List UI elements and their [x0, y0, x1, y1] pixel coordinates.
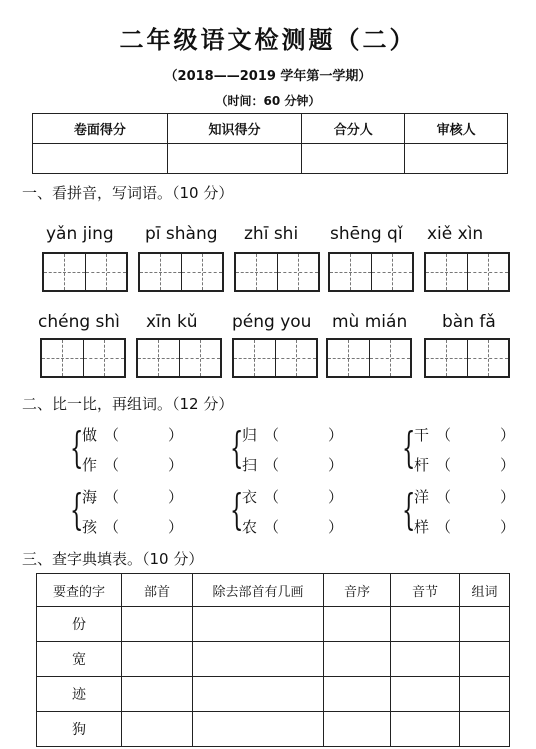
writing-grid[interactable]	[136, 338, 222, 378]
compare-pair	[402, 482, 532, 544]
answer-cell[interactable]	[391, 712, 460, 747]
open-paren[interactable]: （	[436, 426, 452, 444]
answer-cell[interactable]	[122, 642, 193, 677]
close-paren: ）	[500, 518, 516, 536]
pinyin-label: bàn fǎ	[442, 312, 496, 332]
close-paren: ）	[500, 426, 516, 444]
char: 作	[82, 456, 98, 474]
score-header: 合分人	[302, 114, 405, 144]
brace: {	[70, 423, 84, 472]
score-cell[interactable]	[302, 144, 405, 174]
open-paren[interactable]: （	[436, 456, 452, 474]
writing-grid[interactable]	[234, 252, 320, 292]
pinyin-label: péng you	[232, 312, 312, 332]
pinyin-label: shēng qǐ	[330, 224, 403, 244]
answer-cell[interactable]	[391, 642, 460, 677]
close-paren: ）	[328, 426, 344, 444]
close-paren: ）	[168, 456, 184, 474]
brace: {	[230, 423, 244, 472]
answer-cell[interactable]	[460, 607, 510, 642]
dictionary-table	[36, 573, 510, 747]
table-row	[37, 677, 510, 712]
table-row	[37, 712, 510, 747]
char: 扫	[242, 456, 258, 474]
pinyin-label: yǎn jing	[46, 224, 114, 244]
dict-header: 音节	[391, 574, 460, 607]
close-paren: ）	[168, 488, 184, 506]
score-cell[interactable]	[167, 144, 302, 174]
table-row	[37, 642, 510, 677]
open-paren[interactable]: （	[264, 426, 280, 444]
section3-heading: 三、查字典填表。（10 分）	[22, 550, 204, 568]
open-paren[interactable]: （	[264, 488, 280, 506]
writing-grid[interactable]	[424, 338, 510, 378]
dict-header: 部首	[122, 574, 193, 607]
answer-cell[interactable]	[324, 642, 391, 677]
pinyin-label: mù mián	[332, 312, 408, 332]
open-paren[interactable]: （	[104, 488, 120, 506]
pinyin-label: xīn kǔ	[146, 312, 198, 332]
pinyin-label: zhī shi	[244, 224, 299, 244]
open-paren[interactable]: （	[104, 456, 120, 474]
char: 衣	[242, 488, 258, 506]
answer-cell[interactable]	[460, 677, 510, 712]
dict-header: 组词	[460, 574, 510, 607]
brace: {	[70, 485, 84, 534]
score-table	[32, 113, 508, 174]
pinyin-label: pī shàng	[145, 224, 218, 244]
lookup-char: 狗	[37, 712, 122, 747]
answer-cell[interactable]	[193, 607, 324, 642]
open-paren[interactable]: （	[436, 518, 452, 536]
score-header: 审核人	[405, 114, 508, 144]
answer-cell[interactable]	[324, 607, 391, 642]
open-paren[interactable]: （	[104, 518, 120, 536]
pinyin-label: xiě xìn	[427, 224, 484, 244]
score-header: 卷面得分	[33, 114, 168, 144]
close-paren: ）	[168, 518, 184, 536]
open-paren[interactable]: （	[436, 488, 452, 506]
answer-cell[interactable]	[122, 712, 193, 747]
score-header: 知识得分	[167, 114, 302, 144]
char: 孩	[82, 518, 98, 536]
writing-grid[interactable]	[326, 338, 412, 378]
char: 海	[82, 488, 98, 506]
section2-heading: 二、比一比，再组词。（12 分）	[22, 395, 234, 413]
lookup-char: 宽	[37, 642, 122, 677]
writing-grid[interactable]	[424, 252, 510, 292]
score-cell[interactable]	[33, 144, 168, 174]
compare-pair	[70, 482, 200, 544]
answer-cell[interactable]	[122, 677, 193, 712]
school-year: （2018——2019 学年第一学期）	[164, 69, 372, 84]
close-paren: ）	[328, 456, 344, 474]
char: 杆	[414, 456, 430, 474]
open-paren[interactable]: （	[264, 456, 280, 474]
answer-cell[interactable]	[460, 642, 510, 677]
close-paren: ）	[500, 488, 516, 506]
char: 做	[82, 426, 98, 444]
dict-header: 除去部首有几画	[193, 574, 324, 607]
brace: {	[402, 423, 416, 472]
compare-pair	[402, 420, 532, 482]
dict-header: 音序	[324, 574, 391, 607]
close-paren: ）	[328, 518, 344, 536]
close-paren: ）	[168, 426, 184, 444]
dict-header: 要查的字	[37, 574, 122, 607]
char: 样	[414, 518, 430, 536]
exam-title: 二年级语文检测题（二）	[119, 25, 417, 54]
answer-cell[interactable]	[122, 607, 193, 642]
answer-cell[interactable]	[391, 677, 460, 712]
time-limit: （时间：60 分钟）	[215, 94, 321, 108]
writing-grid[interactable]	[42, 252, 128, 292]
brace: {	[230, 485, 244, 534]
open-paren[interactable]: （	[264, 518, 280, 536]
answer-cell[interactable]	[324, 712, 391, 747]
score-cell[interactable]	[405, 144, 508, 174]
lookup-char: 份	[37, 607, 122, 642]
open-paren[interactable]: （	[104, 426, 120, 444]
answer-cell[interactable]	[460, 712, 510, 747]
close-paren: ）	[328, 488, 344, 506]
writing-grid[interactable]	[328, 252, 414, 292]
compare-pair	[230, 420, 360, 482]
char: 干	[414, 426, 430, 444]
writing-grid[interactable]	[40, 338, 126, 378]
char: 洋	[414, 488, 430, 506]
answer-cell[interactable]	[193, 677, 324, 712]
compare-pair	[230, 482, 360, 544]
compare-pair	[70, 420, 200, 482]
writing-grid[interactable]	[138, 252, 224, 292]
answer-cell[interactable]	[193, 712, 324, 747]
lookup-char: 迹	[37, 677, 122, 712]
section1-heading: 一、看拼音，写词语。（10 分）	[22, 184, 234, 202]
writing-grid[interactable]	[232, 338, 318, 378]
char: 农	[242, 518, 258, 536]
brace: {	[402, 485, 416, 534]
close-paren: ）	[500, 456, 516, 474]
answer-cell[interactable]	[391, 607, 460, 642]
answer-cell[interactable]	[193, 642, 324, 677]
char: 归	[242, 426, 258, 444]
answer-cell[interactable]	[324, 677, 391, 712]
pinyin-label: chéng shì	[38, 312, 120, 332]
table-row	[37, 607, 510, 642]
